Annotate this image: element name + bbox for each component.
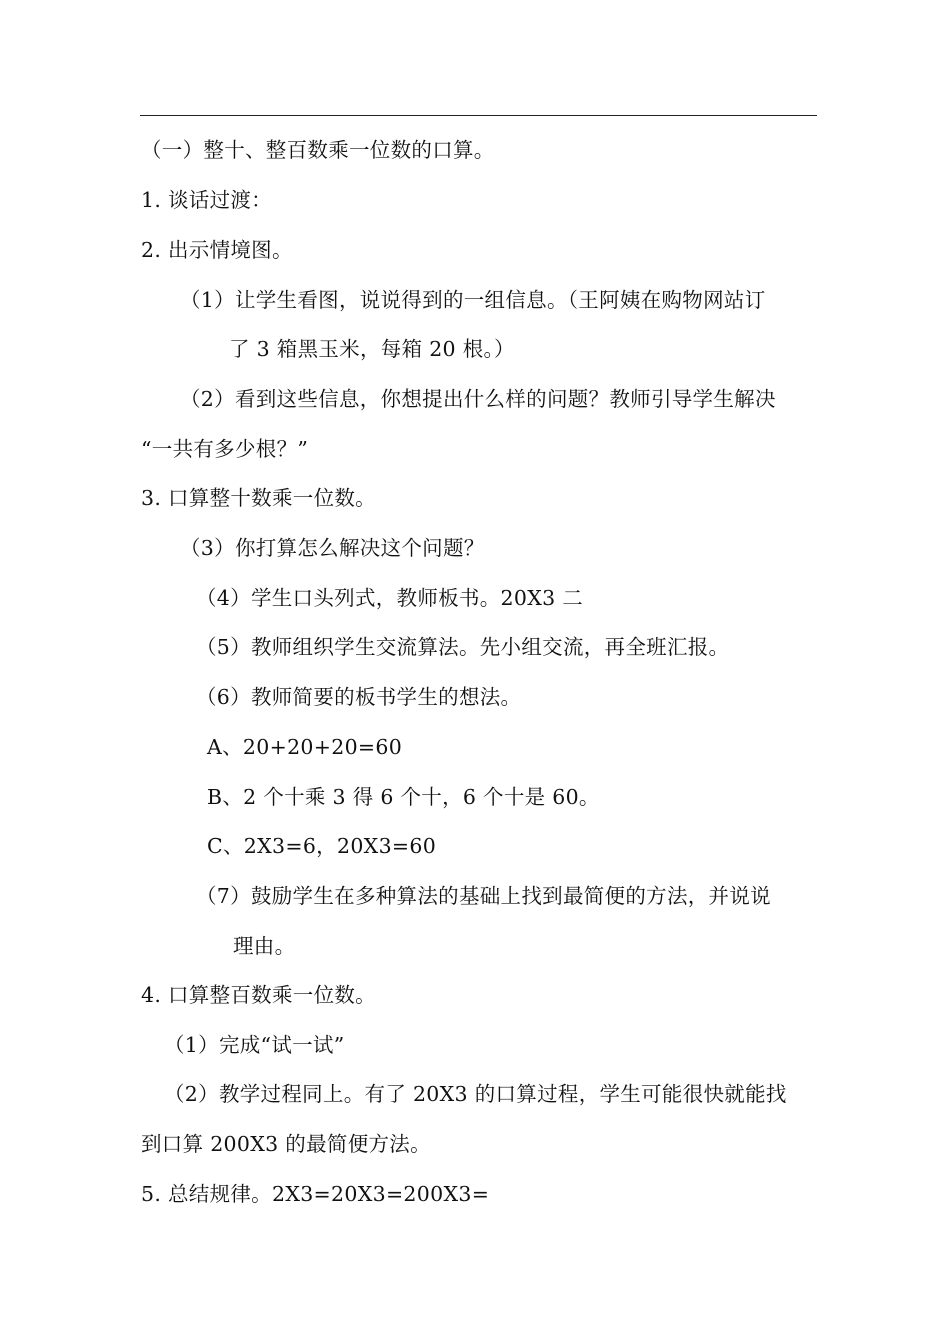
step-1: 1. 谈话过渡： bbox=[141, 188, 272, 212]
method-a: A、20+20+20=60 bbox=[207, 735, 403, 759]
step-4-item-1: （1）完成“试一试” bbox=[164, 1033, 345, 1057]
item-1-continuation: 了 3 箱黑玉米，每箱 20 根。） bbox=[229, 337, 515, 361]
item-6: （6）教师简要的板书学生的想法。 bbox=[196, 685, 522, 709]
step-4-item-2: （2）教学过程同上。有了 20X3 的口算过程，学生可能很快就能找 bbox=[164, 1082, 787, 1106]
item-7: （7）鼓励学生在多种算法的基础上找到最简便的方法，并说说 bbox=[196, 884, 771, 908]
step-3: 3. 口算整十数乘一位数。 bbox=[141, 486, 376, 510]
item-2-continuation: “一共有多少根？” bbox=[141, 437, 309, 461]
item-2: （2）看到这些信息，你想提出什么样的问题？教师引导学生解决 bbox=[180, 387, 776, 411]
header-rule bbox=[140, 115, 817, 116]
item-1: （1）让学生看图，说说得到的一组信息。（王阿姨在购物网站订 bbox=[180, 288, 766, 312]
item-3: （3）你打算怎么解决这个问题？ bbox=[180, 536, 485, 560]
method-b: B、2 个十乘 3 得 6 个十，6 个十是 60。 bbox=[207, 785, 600, 809]
item-5: （5）教师组织学生交流算法。先小组交流，再全班汇报。 bbox=[196, 635, 730, 659]
step-5: 5. 总结规律。2X3=20X3=200X3= bbox=[141, 1182, 490, 1206]
step-2: 2. 出示情境图。 bbox=[141, 238, 293, 262]
step-4-item-2-continuation: 到口算 200X3 的最简便方法。 bbox=[141, 1132, 431, 1156]
section-heading: （一）整十、整百数乘一位数的口算。 bbox=[141, 138, 495, 162]
item-4: （4）学生口头列式，教师板书。20X3 二 bbox=[196, 586, 584, 610]
item-7-continuation: 理由。 bbox=[233, 934, 296, 958]
step-4: 4. 口算整百数乘一位数。 bbox=[141, 983, 376, 1007]
method-c: C、2X3=6，20X3=60 bbox=[207, 834, 437, 858]
